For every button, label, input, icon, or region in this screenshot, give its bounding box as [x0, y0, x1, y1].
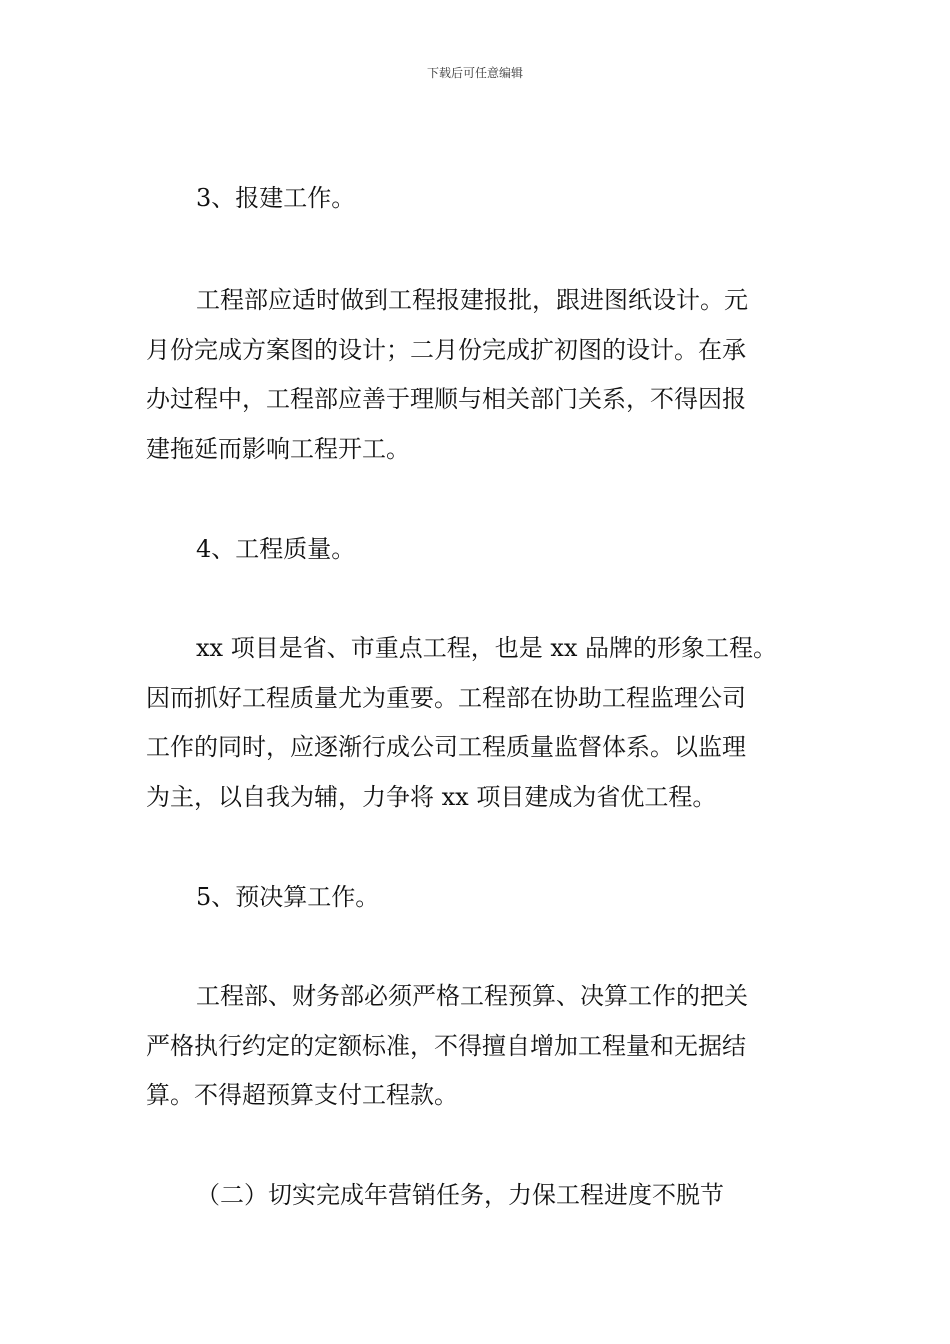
subheading: （二）切实完成年营销任务，力保工程进度不脱节: [196, 1181, 724, 1209]
paragraph-line: 因而抓好工程质量尤为重要。工程部在协助工程监理公司: [146, 683, 746, 712]
section-heading-3: 3、报建工作。: [196, 184, 356, 212]
paragraph-line: 工作的同时，应逐渐行成公司工程质量监督体系。以监理: [146, 733, 746, 761]
paragraph-line: xx 项目是省、市重点工程，也是 xx 品牌的形象工程。: [196, 634, 778, 662]
section-paragraph-5: [146, 972, 806, 1121]
paragraph-line: 严格执行约定的定额标准，不得擅自增加工程量和无据结: [146, 1031, 746, 1060]
paragraph-line: 为主，以自我为辅，力争将 xx 项目建成为省优工程。: [146, 782, 717, 811]
section-heading-4: 4、工程质量。: [196, 535, 356, 563]
section-paragraph-3: [146, 276, 806, 474]
page-header: 下载后可任意编辑: [426, 66, 523, 80]
section-heading-5: 5、预决算工作。: [196, 883, 380, 911]
paragraph-line: 工程部应适时做到工程报建报批，跟进图纸设计。元: [196, 286, 748, 314]
paragraph-line: 办过程中，工程部应善于理顺与相关部门关系，不得因报: [146, 385, 746, 413]
paragraph-line: 算。不得超预算支付工程款。: [146, 1081, 458, 1109]
paragraph-line: 月份完成方案图的设计；二月份完成扩初图的设计。在承: [146, 335, 746, 364]
paragraph-line: 工程部、财务部必须严格工程预算、决算工作的把关: [196, 982, 748, 1010]
section-paragraph-4: [146, 624, 806, 822]
paragraph-line: 建拖延而影响工程开工。: [146, 434, 410, 463]
